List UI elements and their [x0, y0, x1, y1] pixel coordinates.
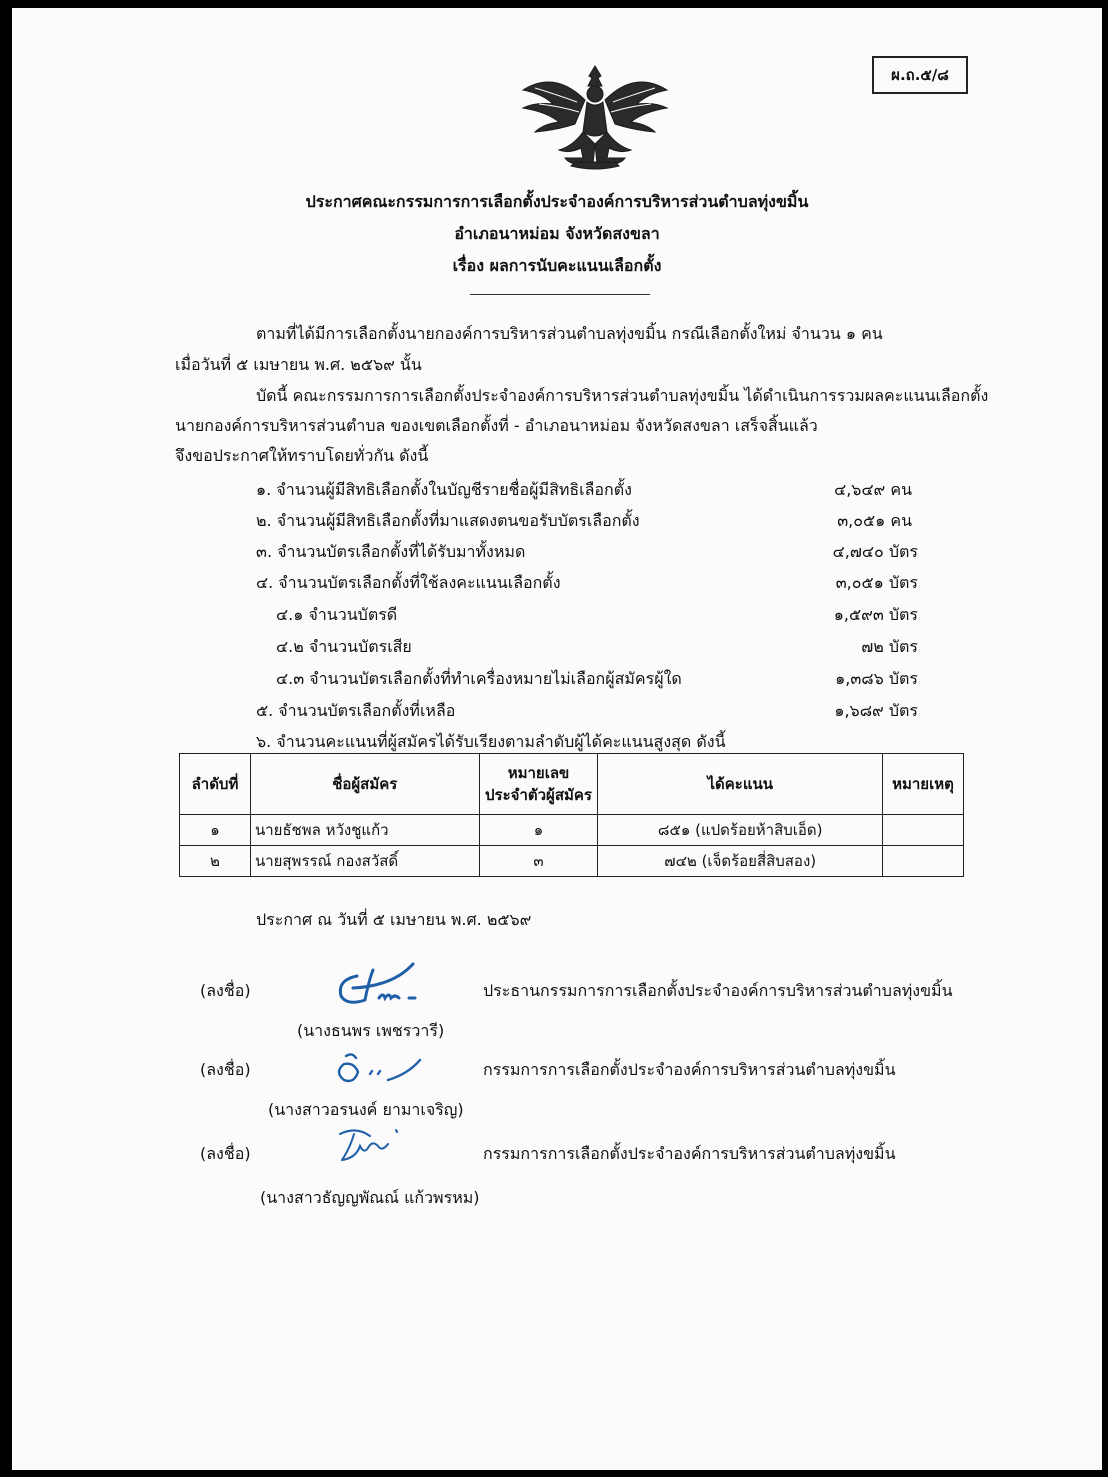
- table-row: [180, 815, 964, 846]
- signature-chairman-icon: [325, 954, 440, 1014]
- item-label: ๑. จำนวนผู้มีสิทธิเลือกตั้งในบัญชีรายชื่อผู้มีสิทธิเลือกตั้ง: [256, 480, 632, 499]
- signatory-position: กรรมการการเลือกตั้งประจำองค์การบริหารส่วนตำบลทุ่งขมิ้น: [483, 1060, 896, 1079]
- table-row: [180, 846, 964, 877]
- header-number-line2: ประจำตัวผู้สมัคร: [485, 786, 592, 804]
- intro-p1-line1: ตามที่ได้มีการเลือกตั้งนายกองค์การบริหารส่วนตำบลทุ่งขมิ้น กรณีเลือกตั้งใหม่ จำนวน ๑ คน: [256, 324, 883, 343]
- cell-number: ๑: [479, 815, 598, 846]
- header-subject: เรื่อง ผลการนับคะแนนเลือกตั้ง: [452, 256, 662, 275]
- item-value: ๑,๓๘๖ บัตร: [835, 669, 918, 688]
- item-value: ๗๒ บัตร: [861, 637, 918, 656]
- signature-member-2-icon: [334, 1124, 414, 1168]
- header-votes: ได้คะแนน: [598, 754, 883, 815]
- item-value: ๔,๗๔๐ บัตร: [832, 542, 918, 561]
- cell-rank: ๒: [180, 846, 251, 877]
- sign-label: (ลงชื่อ): [200, 1144, 251, 1163]
- intro-p2-line2: นายกองค์การบริหารส่วนตำบล ของเขตเลือกตั้งที่ - อำเภอนาหม่อม จังหวัดสงขลา เสร็จสิ้นแล้ว: [175, 416, 818, 435]
- signatory-name: (นางธนพร เพชรวารี): [297, 1021, 445, 1040]
- item-value: ๓,๐๕๑ บัตร: [835, 573, 918, 592]
- form-code-box: ผ.ถ.๕/๘: [872, 56, 968, 94]
- header-remark: หมายเหตุ: [882, 754, 963, 815]
- cell-votes: ๘๕๑ (แปดร้อยห้าสิบเอ็ด): [598, 815, 883, 846]
- item-label: ๔. จำนวนบัตรเลือกตั้งที่ใช้ลงคะแนนเลือกตั้ง: [256, 573, 561, 592]
- results-table: [179, 753, 964, 877]
- item-label: ๔.๒ จำนวนบัตรเสีย: [276, 637, 412, 656]
- header-number: [479, 754, 598, 815]
- sign-label: (ลงชื่อ): [200, 1060, 251, 1079]
- cell-votes: ๗๔๒ (เจ็ดร้อยสี่สิบสอง): [598, 846, 883, 877]
- signatory-name: (นางสาวอรนงค์ ยามาเจริญ): [268, 1100, 464, 1119]
- cell-name: นายสุพรรณ์ กองสวัสดิ์: [250, 846, 479, 877]
- intro-p2-line1: บัดนี้ คณะกรรมการการเลือกตั้งประจำองค์การบริหารส่วนตำบลทุ่งขมิ้น ได้ดำเนินการรวมผลคะแนนเลือกตั้ง: [256, 386, 989, 405]
- cell-remark: [882, 815, 963, 846]
- cell-number: ๓: [479, 846, 598, 877]
- cell-remark: [882, 846, 963, 877]
- signatory-name: (นางสาวธัญญพัณณ์ แก้วพรหม): [260, 1188, 480, 1207]
- header-name: ชื่อผู้สมัคร: [250, 754, 479, 815]
- cell-rank: ๑: [180, 815, 251, 846]
- intro-p1-line2: เมื่อวันที่ ๕ เมษายน พ.ศ. ๒๕๖๙ นั้น: [175, 355, 422, 374]
- header-divider: [470, 294, 650, 295]
- item-label: ๔.๑ จำนวนบัตรดี: [276, 605, 398, 624]
- table-header-row: [180, 754, 964, 815]
- cell-name: นายธัชพล หวังชูแก้ว: [250, 815, 479, 846]
- item-label: ๕. จำนวนบัตรเลือกตั้งที่เหลือ: [256, 701, 456, 720]
- item-value: ๓,๐๕๑ คน: [837, 511, 912, 530]
- item-value: ๔,๖๔๙ คน: [834, 480, 912, 499]
- header-line-1: ประกาศคณะกรรมการการเลือกตั้งประจำองค์การบริหารส่วนตำบลทุ่งขมิ้น: [305, 192, 809, 211]
- header-number-line1: หมายเลข: [507, 764, 570, 782]
- item-label: ๓. จำนวนบัตรเลือกตั้งที่ได้รับมาทั้งหมด: [256, 542, 526, 561]
- item-value: ๑,๖๘๙ บัตร: [834, 701, 918, 720]
- intro-p2-line3: จึงขอประกาศให้ทราบโดยทั่วกัน ดังนี้: [175, 446, 429, 465]
- signatory-position: ประธานกรรมการการเลือกตั้งประจำองค์การบริหารส่วนตำบลทุ่งขมิ้น: [483, 981, 953, 1000]
- item-label: ๖. จำนวนคะแนนที่ผู้สมัครได้รับเรียงตามลำดับผู้ได้คะแนนสูงสุด ดังนี้: [256, 732, 726, 751]
- header-rank: ลำดับที่: [180, 754, 251, 815]
- item-label: ๔.๓ จำนวนบัตรเลือกตั้งที่ทำเครื่องหมายไม่เลือกผู้สมัครผู้ใด: [276, 669, 682, 688]
- announce-date: ประกาศ ณ วันที่ ๕ เมษายน พ.ศ. ๒๕๖๙: [256, 910, 532, 929]
- header-line-2: อำเภอนาหม่อม จังหวัดสงขลา: [454, 224, 660, 243]
- item-value: ๑,๕๙๓ บัตร: [833, 605, 918, 624]
- signatory-position: กรรมการการเลือกตั้งประจำองค์การบริหารส่วนตำบลทุ่งขมิ้น: [483, 1144, 896, 1163]
- signature-member-1-icon: [330, 1050, 430, 1090]
- garuda-emblem-icon: [515, 60, 675, 172]
- item-label: ๒. จำนวนผู้มีสิทธิเลือกตั้งที่มาแสดงตนขอรับบัตรเลือกตั้ง: [256, 511, 640, 530]
- sign-label: (ลงชื่อ): [200, 981, 251, 1000]
